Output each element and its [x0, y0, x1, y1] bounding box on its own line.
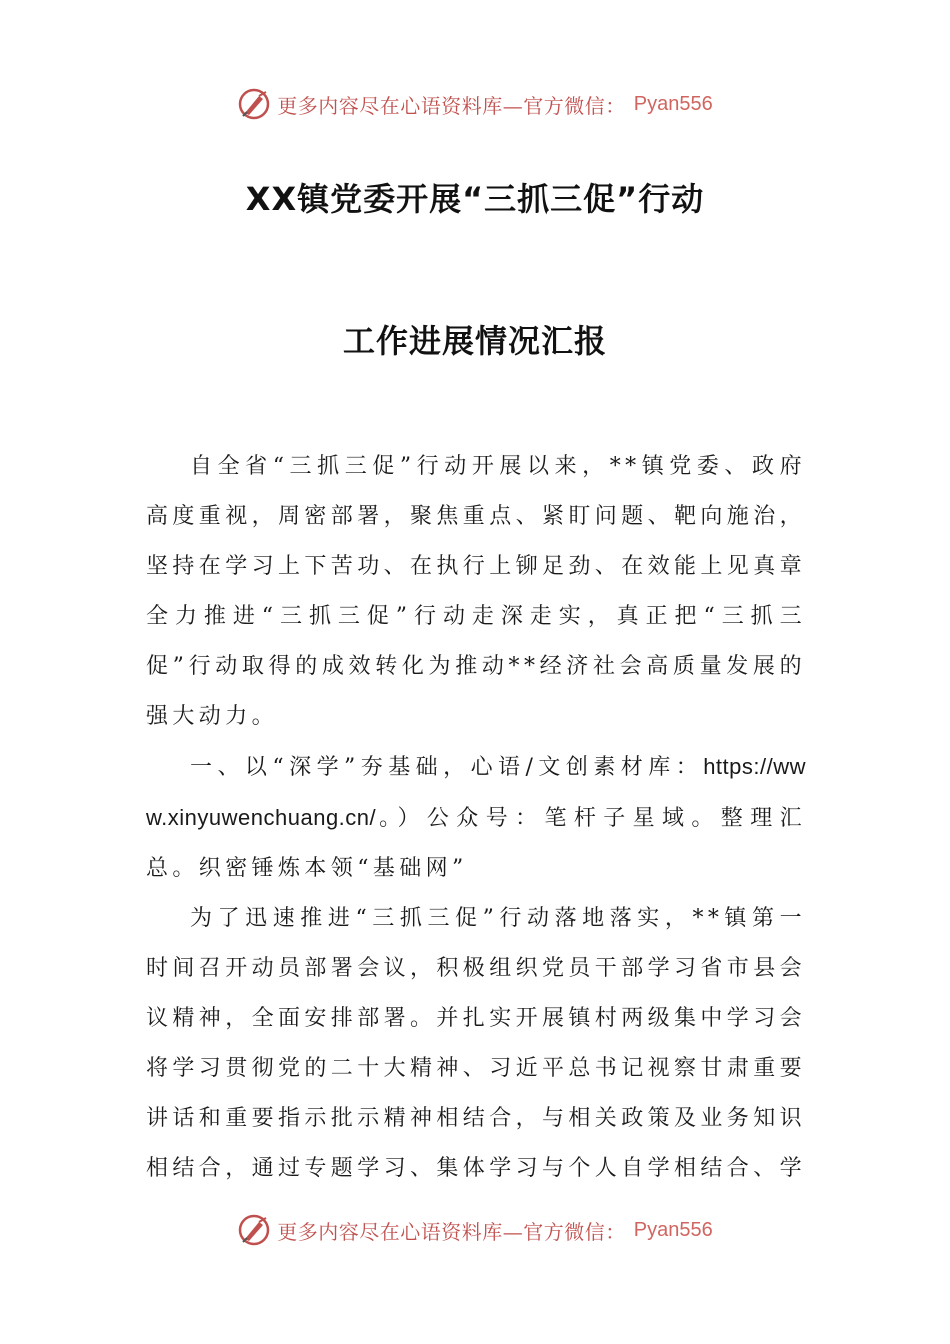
document-title-line1: XX镇党委开展“三抓三促”行动 — [245, 180, 705, 218]
quill-logo-icon — [237, 87, 271, 121]
document-title-line2: 工作进展情况汇报 — [342, 322, 607, 360]
section-heading-tail: 。）公众号：笔杆子星域。整理汇总。织密锤炼本领“基础网” — [146, 806, 806, 881]
section-heading-text: 一、以“深学”夯基础，心语/文创素材库： — [190, 755, 704, 780]
watermark-wechat-id: Pyan556 — [633, 1218, 713, 1241]
section-heading-1 — [146, 742, 806, 894]
resource-link[interactable]: https://www.xinyuwenchuang.cn/ — [146, 754, 806, 830]
watermark-footer — [0, 1210, 950, 1250]
watermark-text: 更多内容尽在心语资料库—官方微信： — [277, 93, 626, 118]
watermark-text: 更多内容尽在心语资料库—官方微信： — [277, 1219, 626, 1244]
quill-logo-icon — [237, 1213, 271, 1247]
watermark-wechat-id: Pyan556 — [633, 92, 713, 115]
watermark-header — [0, 84, 950, 124]
paragraph-section-1: 为了迅速推进“三抓三促”行动落地落实，**镇第一时间召开动员部署会议，积极组织党员干部学习省市县会议精神，全面安排部署。并扎实开展镇村两级集中学习会将学习贯彻党的二十大精神、习近平总书记视察甘肃重要讲话和重要指示批示精神相结合，与相关政策及业务知识相结合，通过专题学习、集体学习与个人自学相结合、学 — [146, 906, 807, 1181]
document-body — [146, 442, 806, 1194]
paragraph-intro: 自全省“三抓三促”行动开展以来，**镇党委、政府高度重视，周密部署，聚焦重点、紧盯问题、靶向施治，坚持在学习上下苦功、在执行上铆足劲、在效能上见真章全力推进“三抓三促”行动走深走实，真正把“三抓三促”行动取得的成效转化为推动**经济社会高质量发展的强大动力。 — [146, 454, 807, 729]
